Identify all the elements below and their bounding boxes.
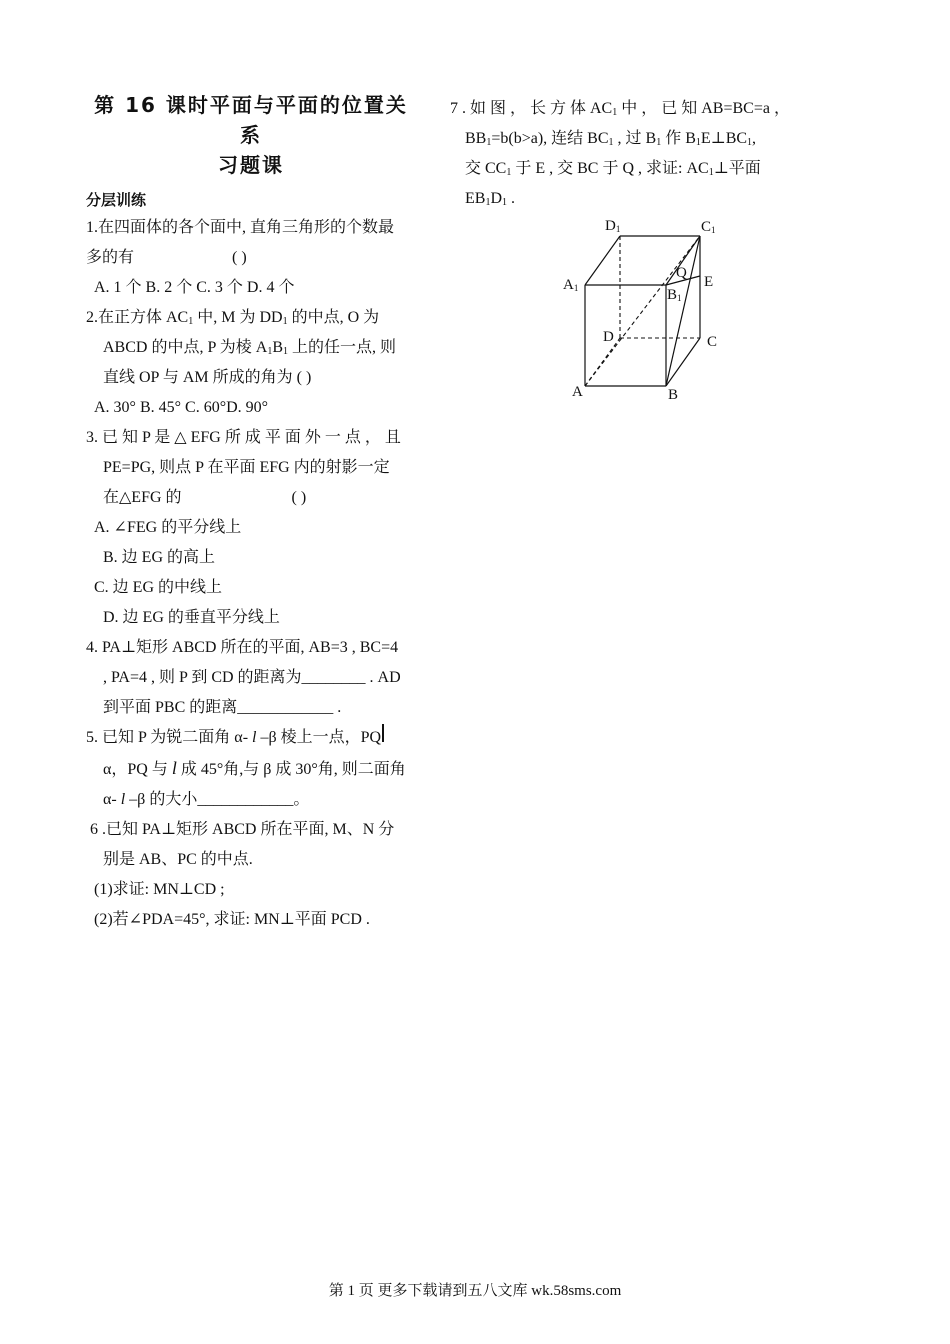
q7-sub-3: 1 [608,137,614,148]
q2-sub-2: 1 [282,316,288,327]
q4-line-1: 4. PA⊥矩形 ABCD 所在的平面, AB=3 , BC=4 [86,639,399,656]
q6-line-1: 6 .已知 PA⊥矩形 ABCD 所在平面, M、N 分 [90,821,395,838]
q7-sub-1: 1 [612,107,618,118]
q2-text-f: 上的任一点, 则 [288,339,397,356]
question-6 [86,815,416,935]
q4-blank-2: ____________ [237,699,334,716]
q7-sub-4: 1 [656,137,662,148]
q4-text-b: . AD [365,669,401,686]
label-c: C [707,334,718,350]
q7-text-g: E⊥BC [700,130,748,147]
q2-text-b: 中, M 为 DD [193,309,283,326]
q2-text-c: 的中点, O 为 [287,309,380,326]
section-heading: 分层训练 [86,191,147,209]
q5-text-a: 5. 已知 P 为锐二面角 α- [86,729,253,746]
label-d: D [603,329,614,345]
label-b: B [668,387,679,403]
label-q: Q [676,265,687,281]
question-4 [86,633,416,723]
q7-text-f: 作 B [661,130,696,147]
q7-sub-8: 1 [708,167,714,178]
q3-line-2: PE=PG, 则点 P 在平面 EFG 内的射影一定 [103,459,390,476]
question-2 [86,303,416,423]
q5-l-symbol-2: l [171,758,177,778]
q2-text-d: ABCD 的中点, P 为棱 A [103,339,268,356]
cuboid-figure [558,212,728,404]
q4-line-2 [86,663,416,693]
q1-options: A. 1 个 B. 2 个 C. 3 个 D. 4 个 [94,279,295,296]
q5-l-symbol-3: l [120,791,126,808]
q6-line-2: 别是 AB、PC 的中点. [103,851,253,868]
q7-text-l: EB [465,190,486,207]
q7-text-h: , [752,130,757,147]
q5-text-c: α，PQ 与 [103,761,172,778]
q5-text-b: –β 棱上一点，PQ [256,729,382,746]
q2-options: A. 30° B. 45° C. 60°D. 90° [94,399,269,416]
question-3 [86,423,416,633]
q3-line-1: 3. 已 知 P 是 △ EFG 所 成 平 面 外 一 点 ， 且 [86,429,401,446]
q4-text-d: . [333,699,342,716]
q7-text-b: 中 ， 已 知 AB=BC=a ， [617,100,790,117]
q2-line-3: 直线 OP 与 AM 所成的角为 ( ) [103,369,312,386]
left-column [86,90,416,935]
q7-sub-10: 1 [502,197,508,208]
q3-line-3 [86,483,416,513]
q7-text-d: =b(b>a), 连结 BC [491,130,609,147]
title-line-1: 第 16 课时平面与平面的位置关系 [94,93,408,147]
q1-text: 多的有 [86,249,135,266]
q6-part-2: (2)若∠PDA=45°, 求证: MN⊥平面 PCD . [94,911,370,928]
q1-paren: ( ) [232,249,247,266]
question-5 [86,723,416,815]
q7-line-1 [450,94,790,124]
q7-text-e: , 过 B [613,130,657,147]
q7-line-4 [450,184,790,214]
q5-line-1 [86,723,416,753]
q2-sub-1: 1 [188,316,194,327]
q3-option-c: C. 边 EG 的中线上 [94,579,223,596]
q1-line-1: 1.在四面体的各个面中, 直角三角形的个数最 [86,219,395,236]
q7-sub-7: 1 [506,167,512,178]
question-7 [450,94,790,214]
q5-text-g: 。 [293,791,310,808]
q7-text-j: 于 E , 交 BC 于 Q , 求证: AC [511,160,709,177]
label-e: E [704,274,714,290]
q6-part-1: (1)求证: MN⊥CD ; [94,881,225,898]
q5-text-e: α- [103,791,121,808]
q4-text-a: , PA=4 , 则 P 到 CD 的距离为 [103,669,302,686]
q3-text: 在△EFG 的 [103,489,182,506]
cuboid-diagram [558,212,728,404]
label-a1: A1 [563,277,579,293]
q2-text-a: 2.在正方体 AC [86,309,189,326]
q7-text-i: 交 CC [465,160,507,177]
q2-sub-3: 1 [267,346,273,357]
q4-blank-1: ________ [301,669,366,686]
title-line-2: 习题课 [218,153,284,177]
q5-blank: ____________ [197,791,294,808]
label-d1: D1 [605,218,621,234]
q5-line-2 [86,753,416,785]
q2-text-e: B [272,339,283,356]
q4-text-c: 到平面 PBC 的距离 [103,699,238,716]
q4-line-3 [86,693,416,723]
label-a: A [572,384,583,400]
q7-sub-9: 1 [485,197,491,208]
q3-option-d: D. 边 EG 的垂直平分线上 [103,609,280,626]
q7-sub-5: 1 [695,137,701,148]
q7-line-2 [450,124,790,154]
q7-text-m: D [490,190,503,207]
page-footer: 第 1 页 更多下载请到五八文库 wk.58sms.com [328,1283,622,1299]
q2-sub-4: 1 [283,346,288,357]
q7-text-c: BB [465,130,487,147]
q3-option-b: B. 边 EG 的高上 [103,549,216,566]
page-title [86,90,416,180]
label-b1: B1 [667,287,682,303]
q1-line-2 [86,243,416,273]
q5-l-symbol: l [252,729,257,746]
q5-text-d: 成 45°角,与 β 成 30°角, 则二面角 [176,761,406,778]
q5-text-f: –β 的大小 [125,791,198,808]
q3-option-a: A. ∠FEG 的平分线上 [94,519,242,536]
q7-line-3 [450,154,790,184]
q7-sub-6: 1 [747,137,753,148]
q5-line-3 [86,785,416,815]
q5-perp-glyph [381,728,385,744]
q7-text-n: . [507,190,516,207]
label-c1: C1 [701,219,716,235]
q2-line-1 [86,303,416,333]
q7-sub-2: 1 [486,137,492,148]
edge-a1-d1 [585,236,620,285]
q2-line-2 [86,333,416,363]
q7-text-k: ⊥平面 [713,160,761,177]
question-1 [86,213,416,303]
q3-paren: ( ) [291,489,307,506]
edge-b-c1 [666,236,700,386]
q7-text-a: 7 . 如 图 ， 长 方 体 AC [450,100,613,117]
